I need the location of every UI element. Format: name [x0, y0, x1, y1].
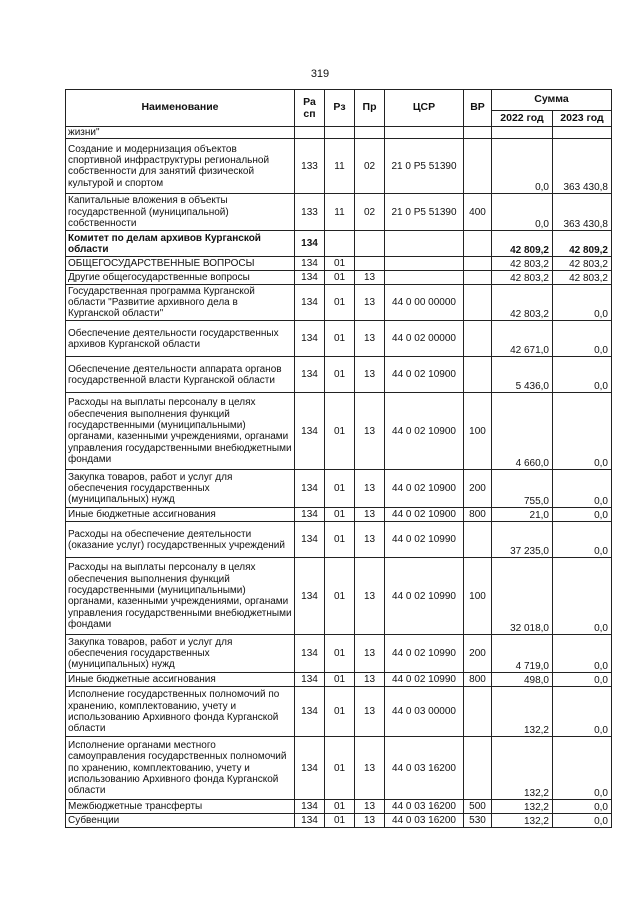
row-pr: [355, 257, 385, 271]
row-vr: [464, 257, 492, 271]
row-sum-2022: 42 809,2: [492, 231, 553, 257]
row-sum-2022: 42 803,2: [492, 285, 553, 321]
row-sum-2023: 0,0: [553, 737, 612, 800]
row-sum-2023: 0,0: [553, 470, 612, 508]
row-rasp: 134: [295, 673, 325, 687]
table-row: [66, 257, 612, 271]
row-csr: 44 0 03 16200: [385, 737, 464, 800]
row-rz: 01: [325, 321, 355, 357]
table-row: [66, 522, 612, 558]
table-row: [66, 673, 612, 687]
row-rz: 01: [325, 357, 355, 393]
header-rasp: Ра сп: [295, 90, 325, 127]
row-name: Исполнение органами местного самоуправления государственных полномочий по хранению, комплектованию, учету и использованию Архивного фонда Курганской области: [66, 737, 295, 800]
row-sum-2022: 498,0: [492, 673, 553, 687]
row-name: Исполнение государственных полномочий по хранению, комплектованию, учету и использованию Архивного фонда Курганской области: [66, 687, 295, 737]
table-row: [66, 635, 612, 673]
header-vr: ВР: [464, 90, 492, 127]
row-csr: 44 0 02 10990: [385, 558, 464, 635]
row-sum-2023: 0,0: [553, 285, 612, 321]
row-pr: 13: [355, 687, 385, 737]
row-rz: [325, 231, 355, 257]
row-rasp: 134: [295, 393, 325, 470]
row-pr: 13: [355, 470, 385, 508]
row-csr: 44 0 02 10990: [385, 673, 464, 687]
row-sum-2023: 42 803,2: [553, 271, 612, 285]
row-sum-2023: 0,0: [553, 357, 612, 393]
row-vr: 530: [464, 814, 492, 828]
row-vr: 800: [464, 673, 492, 687]
row-name: Обеспечение деятельности государственных архивов Курганской области: [66, 321, 295, 357]
row-vr: [464, 357, 492, 393]
row-sum-2022: 755,0: [492, 470, 553, 508]
row-vr: 100: [464, 558, 492, 635]
row-vr: 500: [464, 800, 492, 814]
row-sum-2023: 0,0: [553, 321, 612, 357]
table-row: [66, 127, 612, 139]
row-name: Комитет по делам архивов Курганской области: [66, 231, 295, 257]
row-pr: 13: [355, 635, 385, 673]
row-csr: 44 0 02 10900: [385, 508, 464, 522]
table-row: [66, 558, 612, 635]
row-rz: 01: [325, 522, 355, 558]
row-vr: 800: [464, 508, 492, 522]
row-name: Создание и модернизация объектов спортивной инфраструктуры региональной собственности для занятий физической культурой и спортом: [66, 139, 295, 194]
row-pr: 02: [355, 139, 385, 194]
row-sum-2023: 0,0: [553, 800, 612, 814]
row-sum-2023: 0,0: [553, 522, 612, 558]
row-sum-2023: 0,0: [553, 508, 612, 522]
row-rz: 01: [325, 687, 355, 737]
row-sum-2023: [553, 127, 612, 139]
row-sum-2022: 5 436,0: [492, 357, 553, 393]
row-rz: 01: [325, 558, 355, 635]
row-name: Иные бюджетные ассигнования: [66, 673, 295, 687]
row-name: Другие общегосударственные вопросы: [66, 271, 295, 285]
row-sum-2022: 0,0: [492, 194, 553, 231]
row-rasp: 134: [295, 800, 325, 814]
row-name: Закупка товаров, работ и услуг для обеспечения государственных (муниципальных) нужд: [66, 635, 295, 673]
row-rz: 01: [325, 814, 355, 828]
row-csr: 44 0 02 10900: [385, 357, 464, 393]
row-csr: 44 0 02 10900: [385, 470, 464, 508]
row-name: Капитальные вложения в объекты государственной (муниципальной) собственности: [66, 194, 295, 231]
row-rasp: 134: [295, 687, 325, 737]
row-pr: 02: [355, 194, 385, 231]
budget-table: [65, 89, 612, 828]
row-csr: [385, 257, 464, 271]
row-csr: [385, 231, 464, 257]
table-row: [66, 357, 612, 393]
table-row: [66, 737, 612, 800]
row-rasp: [295, 127, 325, 139]
row-sum-2022: 42 671,0: [492, 321, 553, 357]
table-row: [66, 285, 612, 321]
row-name: Иные бюджетные ассигнования: [66, 508, 295, 522]
row-rz: 01: [325, 285, 355, 321]
row-vr: [464, 271, 492, 285]
header-summa: Сумма: [492, 90, 612, 111]
row-vr: [464, 231, 492, 257]
row-sum-2022: 0,0: [492, 139, 553, 194]
row-rz: 01: [325, 393, 355, 470]
row-pr: 13: [355, 508, 385, 522]
row-rasp: 134: [295, 357, 325, 393]
row-pr: [355, 231, 385, 257]
row-sum-2022: 132,2: [492, 737, 553, 800]
row-sum-2023: 0,0: [553, 673, 612, 687]
row-csr: [385, 127, 464, 139]
row-csr: 44 0 02 10990: [385, 635, 464, 673]
row-rasp: 134: [295, 814, 325, 828]
row-vr: [464, 127, 492, 139]
row-pr: 13: [355, 321, 385, 357]
table-row: [66, 470, 612, 508]
row-rasp: 133: [295, 139, 325, 194]
row-csr: 21 0 P5 51390: [385, 139, 464, 194]
row-csr: 21 0 P5 51390: [385, 194, 464, 231]
row-sum-2023: 42 809,2: [553, 231, 612, 257]
table-row: [66, 393, 612, 470]
row-vr: [464, 687, 492, 737]
page-number: 319: [310, 68, 330, 80]
header-rz: Рз: [325, 90, 355, 127]
row-name: Расходы на выплаты персоналу в целях обеспечения выполнения функций государственными (муниципальными) органами, казенными учреждениями, органами управления государственными внебюджетными фондами: [66, 393, 295, 470]
row-name: Закупка товаров, работ и услуг для обеспечения государственных (муниципальных) нужд: [66, 470, 295, 508]
row-name: Расходы на обеспечение деятельности (оказание услуг) государственных учреждений: [66, 522, 295, 558]
table-row: [66, 321, 612, 357]
row-sum-2023: 0,0: [553, 393, 612, 470]
row-name: ОБЩЕГОСУДАРСТВЕННЫЕ ВОПРОСЫ: [66, 257, 295, 271]
row-rasp: 134: [295, 321, 325, 357]
row-pr: 13: [355, 800, 385, 814]
row-csr: 44 0 02 10990: [385, 522, 464, 558]
row-csr: 44 0 03 00000: [385, 687, 464, 737]
row-rz: 01: [325, 508, 355, 522]
table-row: [66, 194, 612, 231]
row-pr: 13: [355, 285, 385, 321]
header-year-2022: 2022 год: [492, 111, 553, 127]
row-vr: 400: [464, 194, 492, 231]
row-rz: 01: [325, 271, 355, 285]
header-year-2023: 2023 год: [553, 111, 612, 127]
row-csr: 44 0 03 16200: [385, 814, 464, 828]
row-rasp: 134: [295, 737, 325, 800]
row-vr: 200: [464, 470, 492, 508]
row-sum-2023: 0,0: [553, 687, 612, 737]
row-sum-2023: 363 430,8: [553, 139, 612, 194]
row-vr: [464, 737, 492, 800]
row-name: Расходы на выплаты персоналу в целях обеспечения выполнения функций государственными (муниципальными) органами, казенными учреждениями, органами управления государственными внебюджетными фондами: [66, 558, 295, 635]
row-pr: 13: [355, 357, 385, 393]
header-pr: Пр: [355, 90, 385, 127]
row-sum-2023: 0,0: [553, 558, 612, 635]
row-pr: 13: [355, 814, 385, 828]
row-name: Межбюджетные трансферты: [66, 800, 295, 814]
row-rz: 01: [325, 800, 355, 814]
row-rz: 01: [325, 257, 355, 271]
row-rasp: 134: [295, 635, 325, 673]
row-rz: 11: [325, 194, 355, 231]
row-sum-2022: 42 803,2: [492, 271, 553, 285]
table-row: [66, 139, 612, 194]
row-sum-2022: 132,2: [492, 687, 553, 737]
row-sum-2023: 0,0: [553, 635, 612, 673]
row-sum-2022: 42 803,2: [492, 257, 553, 271]
row-vr: [464, 285, 492, 321]
row-name: Субвенции: [66, 814, 295, 828]
row-name: Обеспечение деятельности аппарата органов государственной власти Курганской области: [66, 357, 295, 393]
row-rasp: 134: [295, 470, 325, 508]
table-row: [66, 814, 612, 828]
row-pr: [355, 127, 385, 139]
row-sum-2022: 132,2: [492, 814, 553, 828]
row-rz: [325, 127, 355, 139]
row-rasp: 134: [295, 285, 325, 321]
table-row: [66, 231, 612, 257]
row-csr: [385, 271, 464, 285]
row-pr: 13: [355, 393, 385, 470]
row-pr: 13: [355, 522, 385, 558]
row-rasp: 133: [295, 194, 325, 231]
row-sum-2023: 0,0: [553, 814, 612, 828]
row-sum-2022: 32 018,0: [492, 558, 553, 635]
row-rz: 01: [325, 737, 355, 800]
row-sum-2022: 21,0: [492, 508, 553, 522]
row-pr: 13: [355, 558, 385, 635]
row-vr: 100: [464, 393, 492, 470]
row-rasp: 134: [295, 231, 325, 257]
table-row: [66, 508, 612, 522]
row-rz: 01: [325, 635, 355, 673]
table-row: [66, 271, 612, 285]
row-vr: 200: [464, 635, 492, 673]
table-row: [66, 800, 612, 814]
row-rasp: 134: [295, 271, 325, 285]
row-rz: 01: [325, 470, 355, 508]
row-pr: 13: [355, 673, 385, 687]
row-rasp: 134: [295, 257, 325, 271]
header-csr: ЦСР: [385, 90, 464, 127]
table-row: [66, 687, 612, 737]
row-rasp: 134: [295, 522, 325, 558]
row-pr: 13: [355, 271, 385, 285]
row-sum-2022: 37 235,0: [492, 522, 553, 558]
row-rz: 01: [325, 673, 355, 687]
row-vr: [464, 139, 492, 194]
row-vr: [464, 522, 492, 558]
row-rz: 11: [325, 139, 355, 194]
row-sum-2022: 4 660,0: [492, 393, 553, 470]
row-csr: 44 0 02 00000: [385, 321, 464, 357]
row-sum-2022: 132,2: [492, 800, 553, 814]
row-sum-2022: 4 719,0: [492, 635, 553, 673]
row-sum-2023: 363 430,8: [553, 194, 612, 231]
row-pr: 13: [355, 737, 385, 800]
row-csr: 44 0 03 16200: [385, 800, 464, 814]
row-sum-2022: [492, 127, 553, 139]
row-sum-2023: 42 803,2: [553, 257, 612, 271]
row-csr: 44 0 02 10900: [385, 393, 464, 470]
row-csr: 44 0 00 00000: [385, 285, 464, 321]
row-name: Государственная программа Курганской области "Развитие архивного дела в Курганской области": [66, 285, 295, 321]
row-rasp: 134: [295, 558, 325, 635]
row-vr: [464, 321, 492, 357]
row-name: жизни": [66, 127, 295, 139]
row-rasp: 134: [295, 508, 325, 522]
header-name: Наименование: [66, 90, 295, 127]
